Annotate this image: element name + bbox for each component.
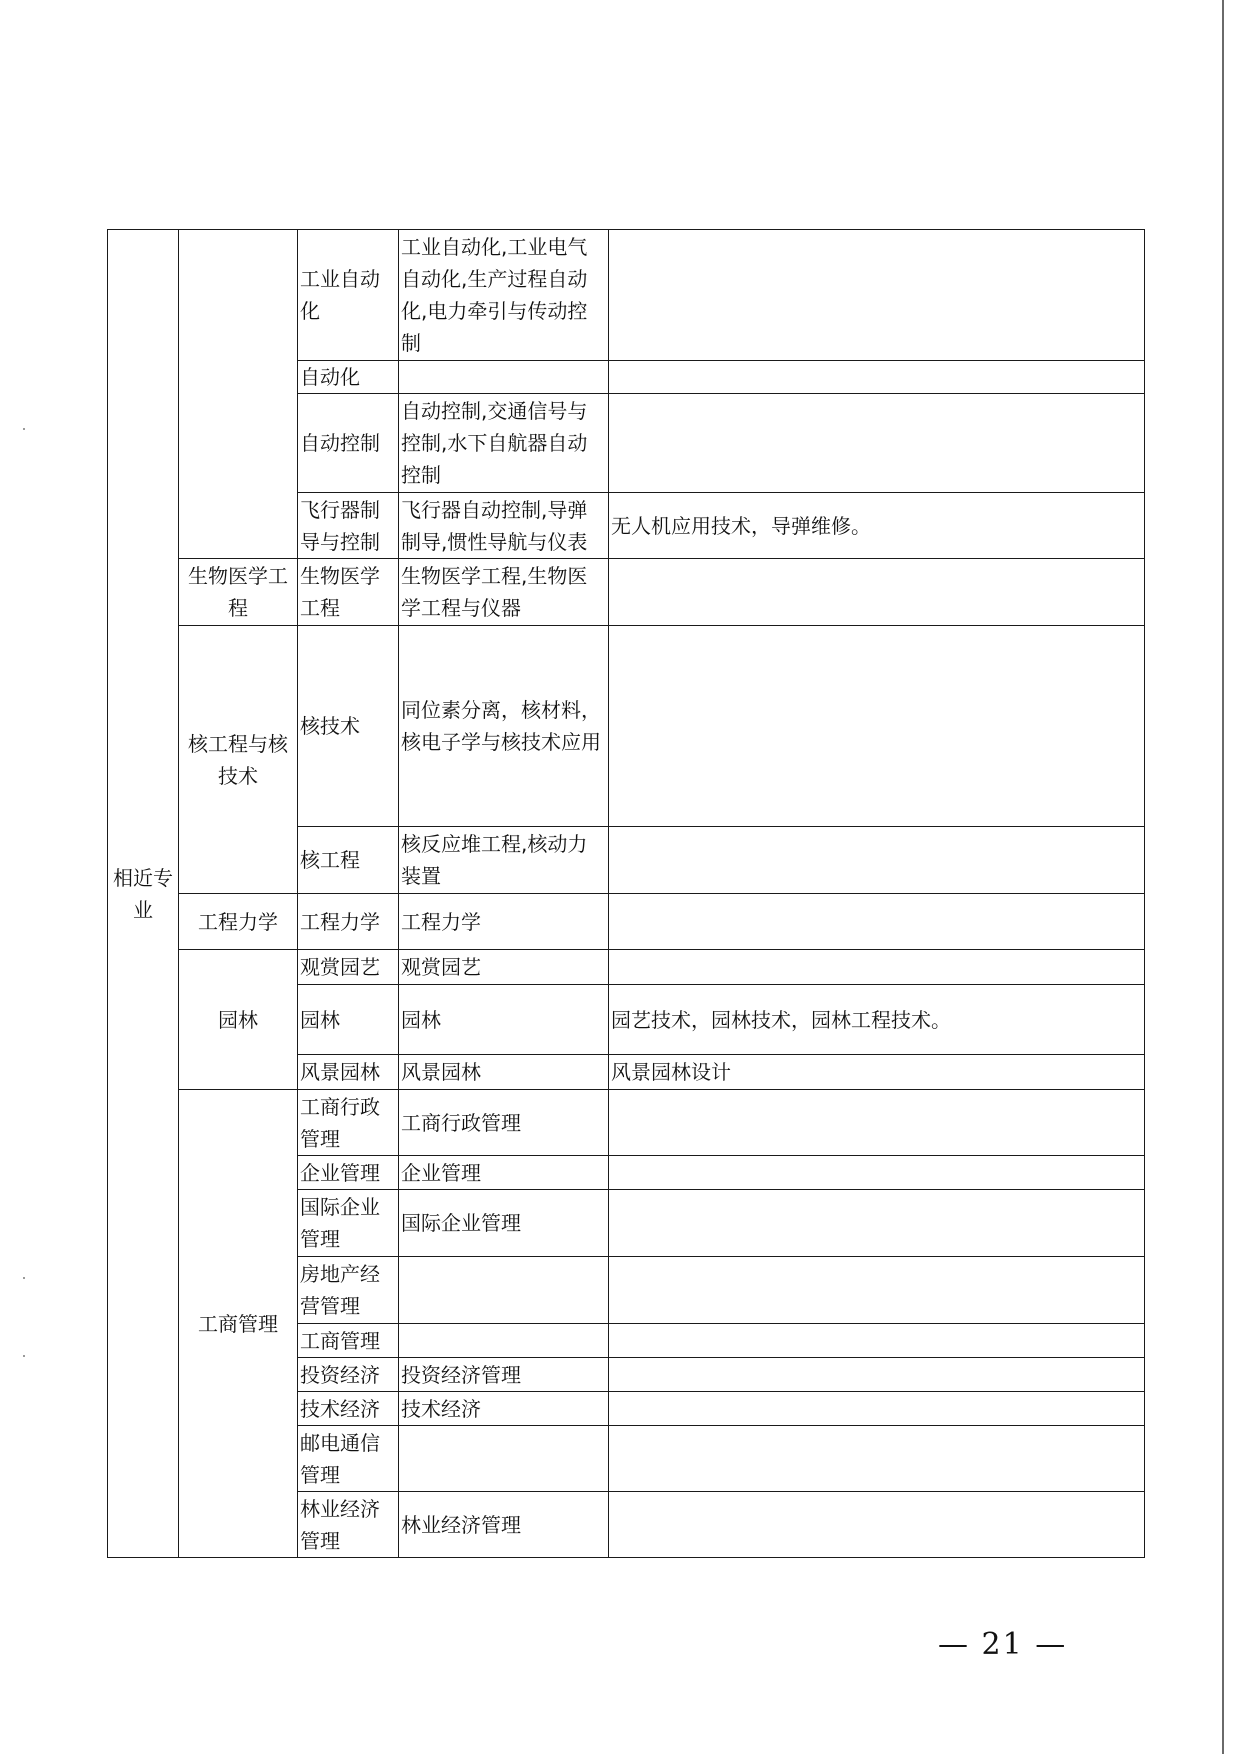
vocational-major-cell: [609, 1426, 1145, 1492]
category-cell: 相近专业: [108, 230, 179, 1558]
vocational-major-cell: [609, 950, 1145, 985]
major-cell: 企业管理: [298, 1156, 399, 1190]
former-major-cell: 核反应堆工程,核动力装置: [399, 827, 609, 894]
discipline-cell: [179, 230, 298, 559]
former-major-cell: [399, 1426, 609, 1492]
discipline-cell: 生物医学工程: [179, 559, 298, 626]
table-row: [108, 559, 1145, 626]
scan-mark: [23, 428, 25, 430]
former-major-cell: 林业经济管理: [399, 1492, 609, 1558]
major-cell: 自动控制: [298, 394, 399, 493]
major-cell: 风景园林: [298, 1055, 399, 1090]
major-cell: 房地产经营管理: [298, 1257, 399, 1324]
vocational-major-cell: [609, 1324, 1145, 1358]
former-major-cell: 生物医学工程,生物医学工程与仪器: [399, 559, 609, 626]
vocational-major-cell: [609, 894, 1145, 950]
former-major-cell: [399, 361, 609, 394]
vocational-major-cell: 无人机应用技术，导弹维修。: [609, 493, 1145, 559]
major-cell: 技术经济: [298, 1392, 399, 1426]
table-row: [108, 950, 1145, 985]
major-cell: 工程力学: [298, 894, 399, 950]
former-major-cell: 投资经济管理: [399, 1358, 609, 1392]
former-major-cell: 风景园林: [399, 1055, 609, 1090]
vocational-major-cell: [609, 1190, 1145, 1257]
former-major-cell: 自动控制,交通信号与控制,水下自航器自动控制: [399, 394, 609, 493]
major-cell: 林业经济管理: [298, 1492, 399, 1558]
major-cell: 核工程: [298, 827, 399, 894]
major-cell: 国际企业管理: [298, 1190, 399, 1257]
scan-mark: [23, 1355, 25, 1357]
major-cell: 邮电通信管理: [298, 1426, 399, 1492]
major-cell: 核技术: [298, 626, 399, 827]
major-cell: 生物医学工程: [298, 559, 399, 626]
vocational-major-cell: [609, 1392, 1145, 1426]
table-row: [108, 894, 1145, 950]
discipline-cell: 核工程与核技术: [179, 626, 298, 894]
discipline-cell: 工商管理: [179, 1090, 298, 1558]
discipline-cell: 工程力学: [179, 894, 298, 950]
vocational-major-cell: [609, 1257, 1145, 1324]
vocational-major-cell: 园艺技术，园林技术，园林工程技术。: [609, 985, 1145, 1055]
vocational-major-cell: [609, 394, 1145, 493]
major-cell: 观赏园艺: [298, 950, 399, 985]
vocational-major-cell: 风景园林设计: [609, 1055, 1145, 1090]
vocational-major-cell: [609, 1492, 1145, 1558]
table-row: [108, 626, 1145, 827]
former-major-cell: 园林: [399, 985, 609, 1055]
vocational-major-cell: [609, 827, 1145, 894]
table-row: [108, 1090, 1145, 1156]
major-cell: 工业自动化: [298, 230, 399, 361]
former-major-cell: 国际企业管理: [399, 1190, 609, 1257]
major-cell: 飞行器制导与控制: [298, 493, 399, 559]
former-major-cell: [399, 1324, 609, 1358]
major-cell: 投资经济: [298, 1358, 399, 1392]
major-cell: 工商行政管理: [298, 1090, 399, 1156]
vocational-major-cell: [609, 361, 1145, 394]
vocational-major-cell: [609, 1156, 1145, 1190]
former-major-cell: 工程力学: [399, 894, 609, 950]
vocational-major-cell: [609, 626, 1145, 827]
former-major-cell: 技术经济: [399, 1392, 609, 1426]
table-row: [108, 230, 1145, 361]
former-major-cell: 工业自动化,工业电气自动化,生产过程自动化,电力牵引与传动控制: [399, 230, 609, 361]
former-major-cell: [399, 1257, 609, 1324]
former-major-cell: 飞行器自动控制,导弹制导,惯性导航与仪表: [399, 493, 609, 559]
major-cell: 工商管理: [298, 1324, 399, 1358]
page-number: — 21 —: [938, 1627, 1068, 1662]
major-cell: 自动化: [298, 361, 399, 394]
former-major-cell: 同位素分离，核材料，核电子学与核技术应用: [399, 626, 609, 827]
major-comparison-table: [107, 229, 1145, 1558]
scan-mark: [23, 1277, 25, 1279]
page-edge-line: [1222, 0, 1224, 1754]
former-major-cell: 工商行政管理: [399, 1090, 609, 1156]
discipline-cell: 园林: [179, 950, 298, 1090]
vocational-major-cell: [609, 1090, 1145, 1156]
vocational-major-cell: [609, 230, 1145, 361]
vocational-major-cell: [609, 1358, 1145, 1392]
former-major-cell: 观赏园艺: [399, 950, 609, 985]
major-cell: 园林: [298, 985, 399, 1055]
former-major-cell: 企业管理: [399, 1156, 609, 1190]
vocational-major-cell: [609, 559, 1145, 626]
